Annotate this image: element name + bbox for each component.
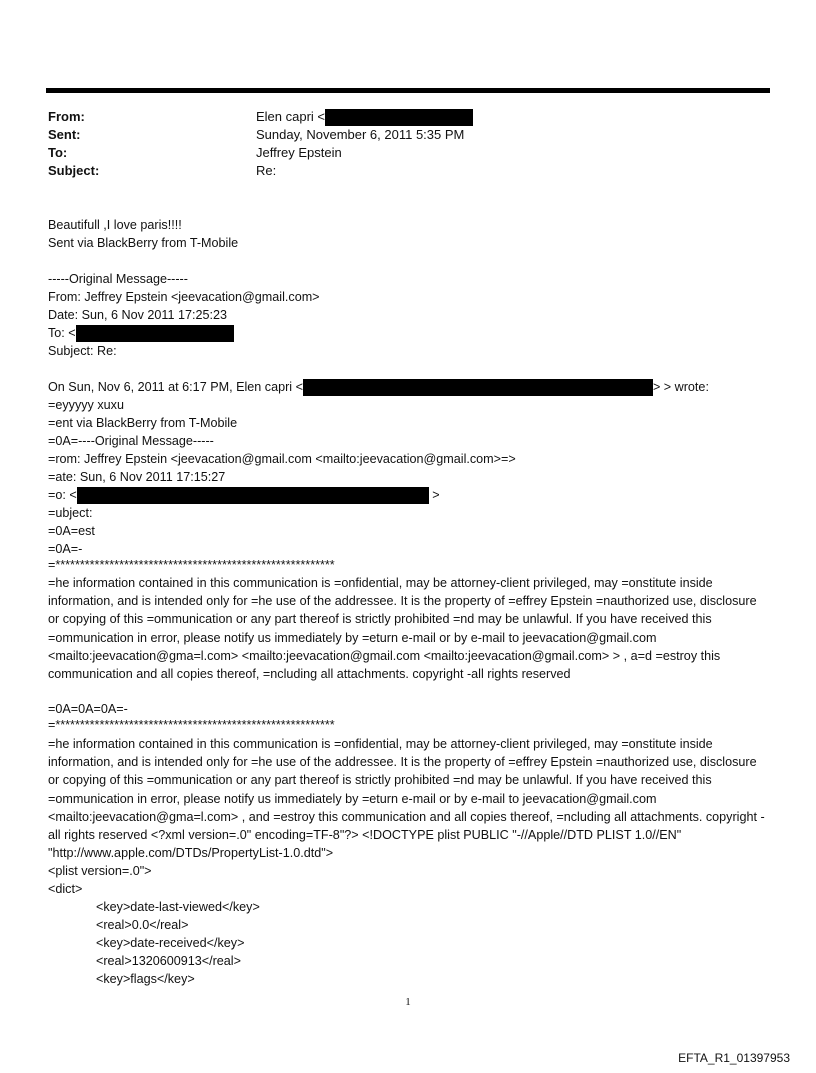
quoted-to: =o: < >: [48, 487, 440, 504]
original-separator: -----Original Message-----: [48, 272, 188, 286]
original-subject: Subject: Re:: [48, 344, 117, 358]
to-value: Jeffrey Epstein: [256, 145, 342, 160]
quoted-line: =ate: Sun, 6 Nov 2011 17:15:27: [48, 470, 226, 484]
quoted-attribution: On Sun, Nov 6, 2011 at 6:17 PM, Elen capri < > > wrote:: [48, 379, 709, 396]
to-label: To:: [48, 145, 68, 160]
quoted-line: =0A=0A=0A=-: [48, 702, 128, 716]
bates-number: EFTA_R1_01397953: [678, 1051, 790, 1065]
plist-entry: <real>1320600913</real>: [96, 954, 241, 968]
quoted-line: =ubject:: [48, 506, 93, 520]
from-value: Elen capri <: [256, 108, 473, 127]
quoted-line: =rom: Jeffrey Epstein <jeevacation@gmail.com <mailto:jeevacation@gmail.com>=>: [48, 452, 516, 466]
disclaimer-paragraph: =he information contained in this communication is =onfidential, may be attorney-client privileged, may =onstitute inside information, and is intended only for =he use of the addressee. It is the property of =effrey Epstein =nauthorized use, disclosure or copying of this =ommunication or any part thereof is strictly prohibited =nd may be unlawful. If you have received this =ommunication in error, please notify us immediately by =eturn e-mail or by e-mail to jeevacation@gmail.com <mailto:jeevacation@gma=l.com> <mailto:jeevacation@gmail.com <mailto:jeevacation@gmail.com> > , a=d =estroy this communication and all copies thereof, =ncluding all attachments. copyright -all rights reserved: [48, 576, 757, 682]
disclaimer-paragraph: =he information contained in this communication is =onfidential, may be attorney-client privileged, may =onstitute inside information, and is intended only for =he use of the addressee. It is the property of =effrey Epstein =nauthorized use, disclosure or copying of this =ommunication or any part thereof is strictly prohibited =nd may be unlawful. If you have received this =ommunication in error, please notify us immediately by =eturn e-mail or by e-mail to jeevacation@gmail.com <mailto:jeevacation@gma=l.com> , and =estroy this communication and all copies thereof, =ncluding all attachments. copyright -all rights reserved <?xml version=.0" encoding=TF-8"?> <!DOCTYPE plist PUBLIC "-//Apple//DTD PLIST 1.0//EN" "http://www.apple.com/DTDs/PropertyList-1.0.dtd">: [48, 737, 765, 861]
header-rule: [46, 88, 770, 93]
redaction-block: [76, 325, 234, 342]
original-date: Date: Sun, 6 Nov 2011 17:25:23: [48, 308, 228, 322]
plist-entry: <key>date-received</key>: [96, 936, 245, 950]
quoted-line: =0A=-: [48, 542, 83, 556]
plist-entry: <real>0.0</real>: [96, 918, 189, 932]
quoted-line: =0A=----Original Message-----: [48, 434, 214, 448]
original-to: To: <: [48, 325, 234, 342]
redaction-block: [325, 109, 473, 126]
sent-value: Sunday, November 6, 2011 5:35 PM: [256, 127, 465, 142]
plist-entry: <key>date-last-viewed</key>: [96, 900, 260, 914]
subject-label: Subject:: [48, 163, 100, 178]
reply-line: Beautifull ,I love paris!!!!: [48, 218, 182, 232]
quoted-line: =*********************************************************: [48, 718, 335, 732]
redaction-block: [303, 379, 653, 396]
quoted-line: =*********************************************************: [48, 558, 335, 572]
sent-label: Sent:: [48, 127, 81, 142]
original-from: From: Jeffrey Epstein <jeevacation@gmail.com>: [48, 290, 320, 304]
plist-line: <dict>: [48, 882, 83, 896]
reply-signature: Sent via BlackBerry from T-Mobile: [48, 236, 239, 250]
quoted-line: =ent via BlackBerry from T-Mobile: [48, 416, 238, 430]
redaction-block: [77, 487, 429, 504]
page-number: 1: [405, 996, 411, 1008]
plist-entry: <key>flags</key>: [96, 972, 195, 986]
from-label: From:: [48, 109, 85, 124]
plist-line: <plist version=.0">: [48, 864, 152, 878]
subject-value: Re:: [256, 163, 277, 178]
quoted-line: =0A=est: [48, 524, 95, 538]
quoted-line: =eyyyyy xuxu: [48, 398, 124, 412]
